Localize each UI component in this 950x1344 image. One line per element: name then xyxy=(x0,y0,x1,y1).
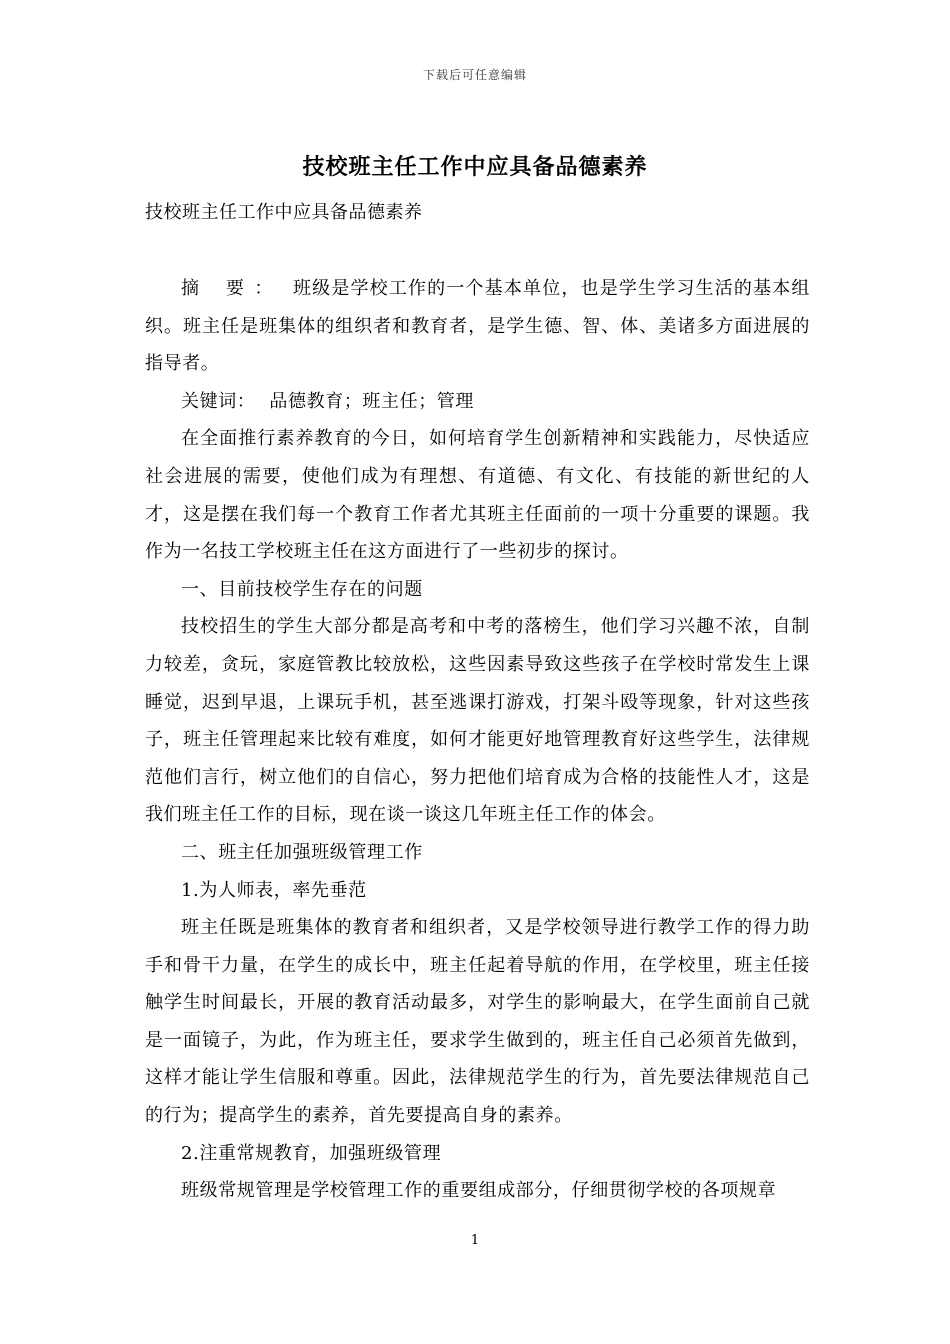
body-paragraph: 班主任既是班集体的教育者和组织者，又是学校领导进行教学工作的得力助手和骨干力量，在学生的成长中，班主任起着导航的作用，在学校里，班主任接触学生时间最长，开展的教育活动最多，对学生的影响最大，在学生面前自己就是一面镜子，为此，作为班主任，要求学生做到的，班主任自己必须首先做到，这样才能让学生信服和尊重。因此，法律规范学生的行为，首先要法律规范自己的行为；提高学生的素养，首先要提高自身的素养。 xyxy=(145,917,810,1127)
keywords-paragraph xyxy=(145,383,810,421)
body-paragraph: 班级常规管理是学校管理工作的重要组成部分，仔细贯彻学校的各项规章 xyxy=(181,1180,777,1202)
abstract-paragraph xyxy=(145,270,810,383)
document-title: 技校班主任工作中应具备品德素养 xyxy=(302,155,648,180)
header-note: 下载后可任意编辑 xyxy=(422,68,527,82)
keywords-label: 关键词： xyxy=(181,390,256,412)
subsection-heading-2: 2.注重常规教育，加强班级管理 xyxy=(181,1142,442,1164)
keywords-text: 品德教育；班主任；管理 xyxy=(269,390,475,412)
subsection-heading-1: 1.为人师表，率先垂范 xyxy=(181,879,367,901)
document-subtitle: 技校班主任工作中应具备品德素养 xyxy=(145,202,423,223)
section-heading-1: 一、目前技校学生存在的问题 xyxy=(181,578,423,600)
document-body xyxy=(145,270,810,1210)
section-heading-2: 二、班主任加强班级管理工作 xyxy=(181,841,423,863)
page-number: 1 xyxy=(470,1233,480,1248)
intro-paragraph: 在全面推行素养教育的今日，如何培育学生创新精神和实践能力，尽快适应社会进展的需要，使他们成为有理想、有道德、有文化、有技能的新世纪的人才，这是摆在我们每一个教育工作者尤其班主任面前的一项十分重要的课题。我作为一名技工学校班主任在这方面进行了一些初步的探讨。 xyxy=(145,428,810,563)
abstract-label: 摘 要： xyxy=(181,278,283,299)
body-paragraph: 技校招生的学生大部分都是高考和中考的落榜生，他们学习兴趣不浓，自制力较差，贪玩，家庭管教比较放松，这些因素导致这些孩子在学校时常发生上课睡觉，迟到早退，上课玩手机，甚至逃课打游戏，打架斗殴等现象，针对这些孩子，班主任管理起来比较有难度，如何才能更好地管理教育好这些学生，法律规范他们言行，树立他们的自信心，努力把他们培育成为合格的技能性人才，这是我们班主任工作的目标，现在谈一谈这几年班主任工作的体会。 xyxy=(145,616,810,826)
abstract-text: 班级是学校工作的一个基本单位，也是学生学习生活的基本组织。班主任是班集体的组织者和教育者，是学生德、智、体、美诸多方面进展的指导者。 xyxy=(145,278,810,375)
